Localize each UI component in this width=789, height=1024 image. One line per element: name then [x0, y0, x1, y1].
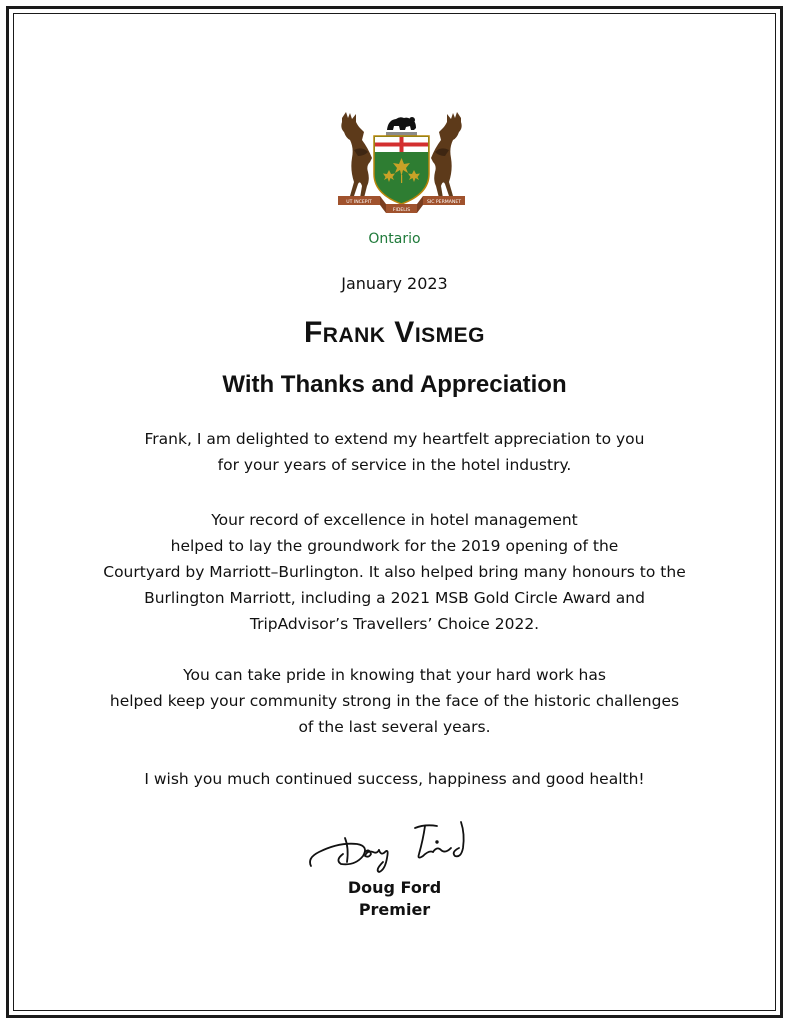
signature-block — [0, 877, 789, 921]
bear-crest-icon — [386, 117, 417, 136]
paragraph-line: helped to lay the groundwork for the 2019 opening of the — [170, 537, 619, 555]
signer-title: Premier — [358, 900, 431, 919]
paragraph-3 — [60, 662, 729, 740]
left-deer-icon — [341, 112, 372, 198]
svg-text:SIC PERMANET: SIC PERMANET — [426, 199, 462, 205]
paragraph-line: Frank, I am delighted to extend my heartfelt appreciation to you — [144, 430, 645, 448]
paragraph-line: Your record of excellence in hotel management — [211, 511, 578, 529]
province-name: Ontario — [368, 231, 421, 247]
letter-date: January 2023 — [341, 274, 448, 293]
paragraph-line: TripAdvisor’s Travellers’ Choice 2022. — [249, 615, 540, 633]
paragraph-line: of the last several years. — [298, 718, 491, 736]
svg-text:UT INCEPIT: UT INCEPIT — [346, 199, 372, 205]
paragraph-line: You can take pride in knowing that your hard work has — [183, 666, 606, 684]
recipient-name: Frank Vismeg — [303, 316, 485, 349]
paragraph-1 — [60, 426, 729, 478]
paragraph-2 — [60, 507, 729, 637]
paragraph-line: helped keep your community strong in the face of the historic challenges — [109, 692, 680, 710]
coat-of-arms-emblem — [334, 110, 469, 222]
signer-name: Doug Ford — [347, 878, 442, 897]
paragraph-line: Courtyard by Marriott–Burlington. It also helped bring many honours to the — [103, 563, 686, 581]
paragraph-4 — [60, 766, 729, 792]
handwritten-signature — [305, 814, 490, 876]
right-deer-icon — [431, 112, 462, 198]
svg-text:FIDELIS: FIDELIS — [392, 207, 411, 213]
paragraph-line: Burlington Marriott, including a 2021 MSB Gold Circle Award and — [144, 589, 645, 607]
paragraph-line: for your years of service in the hotel industry. — [217, 456, 572, 474]
letter-heading: With Thanks and Appreciation — [222, 371, 567, 398]
paragraph-line: I wish you much continued success, happiness and good health! — [144, 770, 645, 788]
shield-icon — [374, 136, 429, 204]
